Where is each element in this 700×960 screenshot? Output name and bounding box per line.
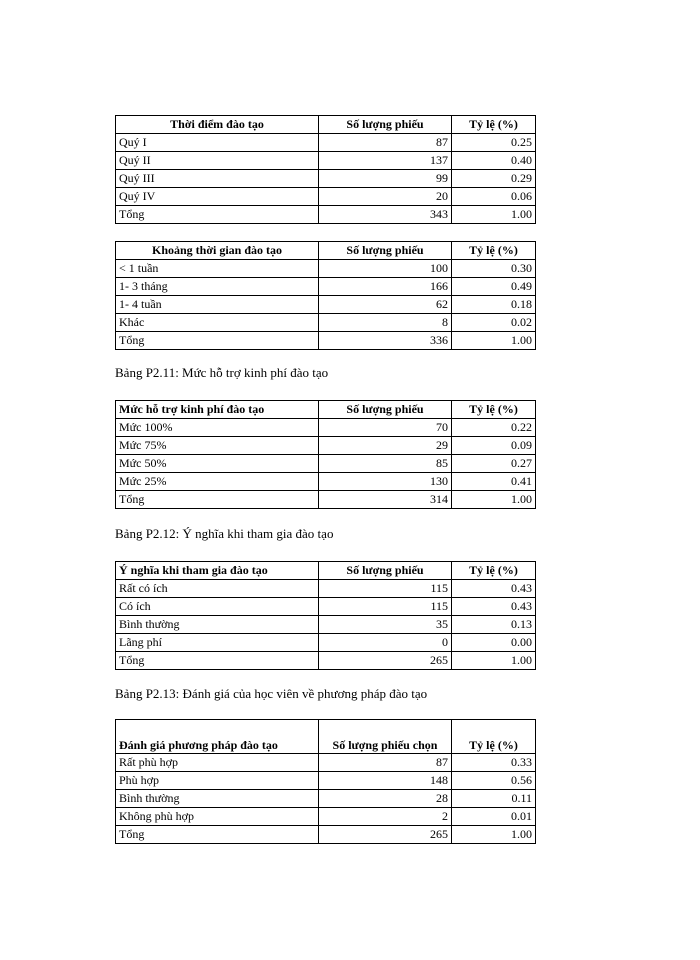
vote-count: 2 <box>319 808 452 826</box>
ratio-value: 1.00 <box>452 491 536 509</box>
row-label: Tổng <box>116 652 319 670</box>
row-label: Quý IV <box>116 188 319 206</box>
vote-count: 314 <box>319 491 452 509</box>
data-table <box>115 400 536 509</box>
column-header: Số lượng phiếu <box>319 401 452 419</box>
table-training-time <box>115 115 535 224</box>
ratio-value: 0.27 <box>452 455 536 473</box>
row-label: Mức 100% <box>116 419 319 437</box>
table-row <box>116 260 536 278</box>
table-row <box>116 616 536 634</box>
data-table <box>115 561 536 670</box>
vote-count: 148 <box>319 772 452 790</box>
table-row <box>116 296 536 314</box>
row-label: Có ích <box>116 598 319 616</box>
vote-count: 265 <box>319 826 452 844</box>
table-row <box>116 790 536 808</box>
ratio-value: 1.00 <box>452 652 536 670</box>
table-total-row <box>116 332 536 350</box>
row-label: Mức 50% <box>116 455 319 473</box>
row-label: Khác <box>116 314 319 332</box>
row-label: Mức 25% <box>116 473 319 491</box>
table-row <box>116 754 536 772</box>
ratio-value: 0.06 <box>452 188 536 206</box>
column-header: Số lượng phiếu <box>319 562 452 580</box>
table-row <box>116 278 536 296</box>
vote-count: 137 <box>319 152 452 170</box>
row-label: Rất phù hợp <box>116 754 319 772</box>
vote-count: 8 <box>319 314 452 332</box>
table-caption: Bảng P2.12: Ý nghĩa khi tham gia đào tạo <box>115 526 334 541</box>
vote-count: 35 <box>319 616 452 634</box>
vote-count: 87 <box>319 754 452 772</box>
row-label: Quý III <box>116 170 319 188</box>
ratio-value: 0.43 <box>452 598 536 616</box>
data-table <box>115 241 536 350</box>
column-header: Tỷ lệ (%) <box>452 720 536 754</box>
row-label: 1- 4 tuần <box>116 296 319 314</box>
ratio-value: 1.00 <box>452 206 536 224</box>
table-row <box>116 437 536 455</box>
column-header: Tỷ lệ (%) <box>452 116 536 134</box>
column-header: Tỷ lệ (%) <box>452 562 536 580</box>
table-training-meaning <box>115 561 535 670</box>
ratio-value: 0.25 <box>452 134 536 152</box>
table-row <box>116 580 536 598</box>
ratio-value: 0.18 <box>452 296 536 314</box>
vote-count: 265 <box>319 652 452 670</box>
table-row <box>116 634 536 652</box>
row-label: Tổng <box>116 332 319 350</box>
vote-count: 115 <box>319 598 452 616</box>
ratio-value: 0.09 <box>452 437 536 455</box>
vote-count: 0 <box>319 634 452 652</box>
column-header: Đánh giá phương pháp đào tạo <box>116 720 319 754</box>
table-row <box>116 419 536 437</box>
vote-count: 70 <box>319 419 452 437</box>
vote-count: 336 <box>319 332 452 350</box>
ratio-value: 0.40 <box>452 152 536 170</box>
table-row <box>116 808 536 826</box>
ratio-value: 1.00 <box>452 332 536 350</box>
ratio-value: 0.29 <box>452 170 536 188</box>
ratio-value: 0.30 <box>452 260 536 278</box>
column-header: Số lượng phiếu <box>319 242 452 260</box>
vote-count: 100 <box>319 260 452 278</box>
ratio-value: 0.00 <box>452 634 536 652</box>
row-label: Mức 75% <box>116 437 319 455</box>
column-header: Tỷ lệ (%) <box>452 401 536 419</box>
vote-count: 166 <box>319 278 452 296</box>
table-row <box>116 152 536 170</box>
table-row <box>116 314 536 332</box>
row-label: Tổng <box>116 826 319 844</box>
ratio-value: 0.02 <box>452 314 536 332</box>
ratio-value: 0.22 <box>452 419 536 437</box>
table-row <box>116 455 536 473</box>
table-header-row <box>116 720 536 754</box>
row-label: Phù hợp <box>116 772 319 790</box>
column-header: Số lượng phiếu chọn <box>319 720 452 754</box>
ratio-value: 0.49 <box>452 278 536 296</box>
table-total-row <box>116 491 536 509</box>
vote-count: 28 <box>319 790 452 808</box>
table-header-row <box>116 116 536 134</box>
row-label: Lãng phí <box>116 634 319 652</box>
column-header: Khoảng thời gian đào tạo <box>116 242 319 260</box>
vote-count: 343 <box>319 206 452 224</box>
data-table <box>115 719 536 844</box>
ratio-value: 0.43 <box>452 580 536 598</box>
table-training-duration <box>115 241 535 350</box>
vote-count: 62 <box>319 296 452 314</box>
column-header: Mức hỗ trợ kinh phí đào tạo <box>116 401 319 419</box>
table-row <box>116 188 536 206</box>
row-label: Bình thường <box>116 616 319 634</box>
table-training-method-evaluation <box>115 719 535 844</box>
row-label: 1- 3 tháng <box>116 278 319 296</box>
column-header: Tỷ lệ (%) <box>452 242 536 260</box>
table-row <box>116 170 536 188</box>
data-table <box>115 115 536 224</box>
table-total-row <box>116 826 536 844</box>
column-header: Thời điểm đào tạo <box>116 116 319 134</box>
vote-count: 115 <box>319 580 452 598</box>
ratio-value: 1.00 <box>452 826 536 844</box>
row-label: Quý II <box>116 152 319 170</box>
row-label: < 1 tuần <box>116 260 319 278</box>
ratio-value: 0.11 <box>452 790 536 808</box>
table-caption: Bảng P2.11: Mức hỗ trợ kinh phí đào tạo <box>115 365 329 380</box>
ratio-value: 0.13 <box>452 616 536 634</box>
vote-count: 130 <box>319 473 452 491</box>
row-label: Tổng <box>116 206 319 224</box>
table-header-row <box>116 401 536 419</box>
vote-count: 29 <box>319 437 452 455</box>
row-label: Quý I <box>116 134 319 152</box>
vote-count: 85 <box>319 455 452 473</box>
row-label: Tổng <box>116 491 319 509</box>
vote-count: 87 <box>319 134 452 152</box>
column-header: Ý nghĩa khi tham gia đào tạo <box>116 562 319 580</box>
column-header: Số lượng phiếu <box>319 116 452 134</box>
row-label: Bình thường <box>116 790 319 808</box>
table-total-row <box>116 206 536 224</box>
ratio-value: 0.56 <box>452 772 536 790</box>
table-row <box>116 134 536 152</box>
table-row <box>116 473 536 491</box>
table-header-row <box>116 562 536 580</box>
vote-count: 99 <box>319 170 452 188</box>
table-header-row <box>116 242 536 260</box>
row-label: Không phù hợp <box>116 808 319 826</box>
table-caption: Bảng P2.13: Đánh giá của học viên về phương pháp đào tạo <box>115 686 428 701</box>
table-total-row <box>116 652 536 670</box>
table-row <box>116 772 536 790</box>
ratio-value: 0.41 <box>452 473 536 491</box>
row-label: Rất có ích <box>116 580 319 598</box>
table-funding-support <box>115 400 535 509</box>
ratio-value: 0.33 <box>452 754 536 772</box>
table-row <box>116 598 536 616</box>
ratio-value: 0.01 <box>452 808 536 826</box>
vote-count: 20 <box>319 188 452 206</box>
